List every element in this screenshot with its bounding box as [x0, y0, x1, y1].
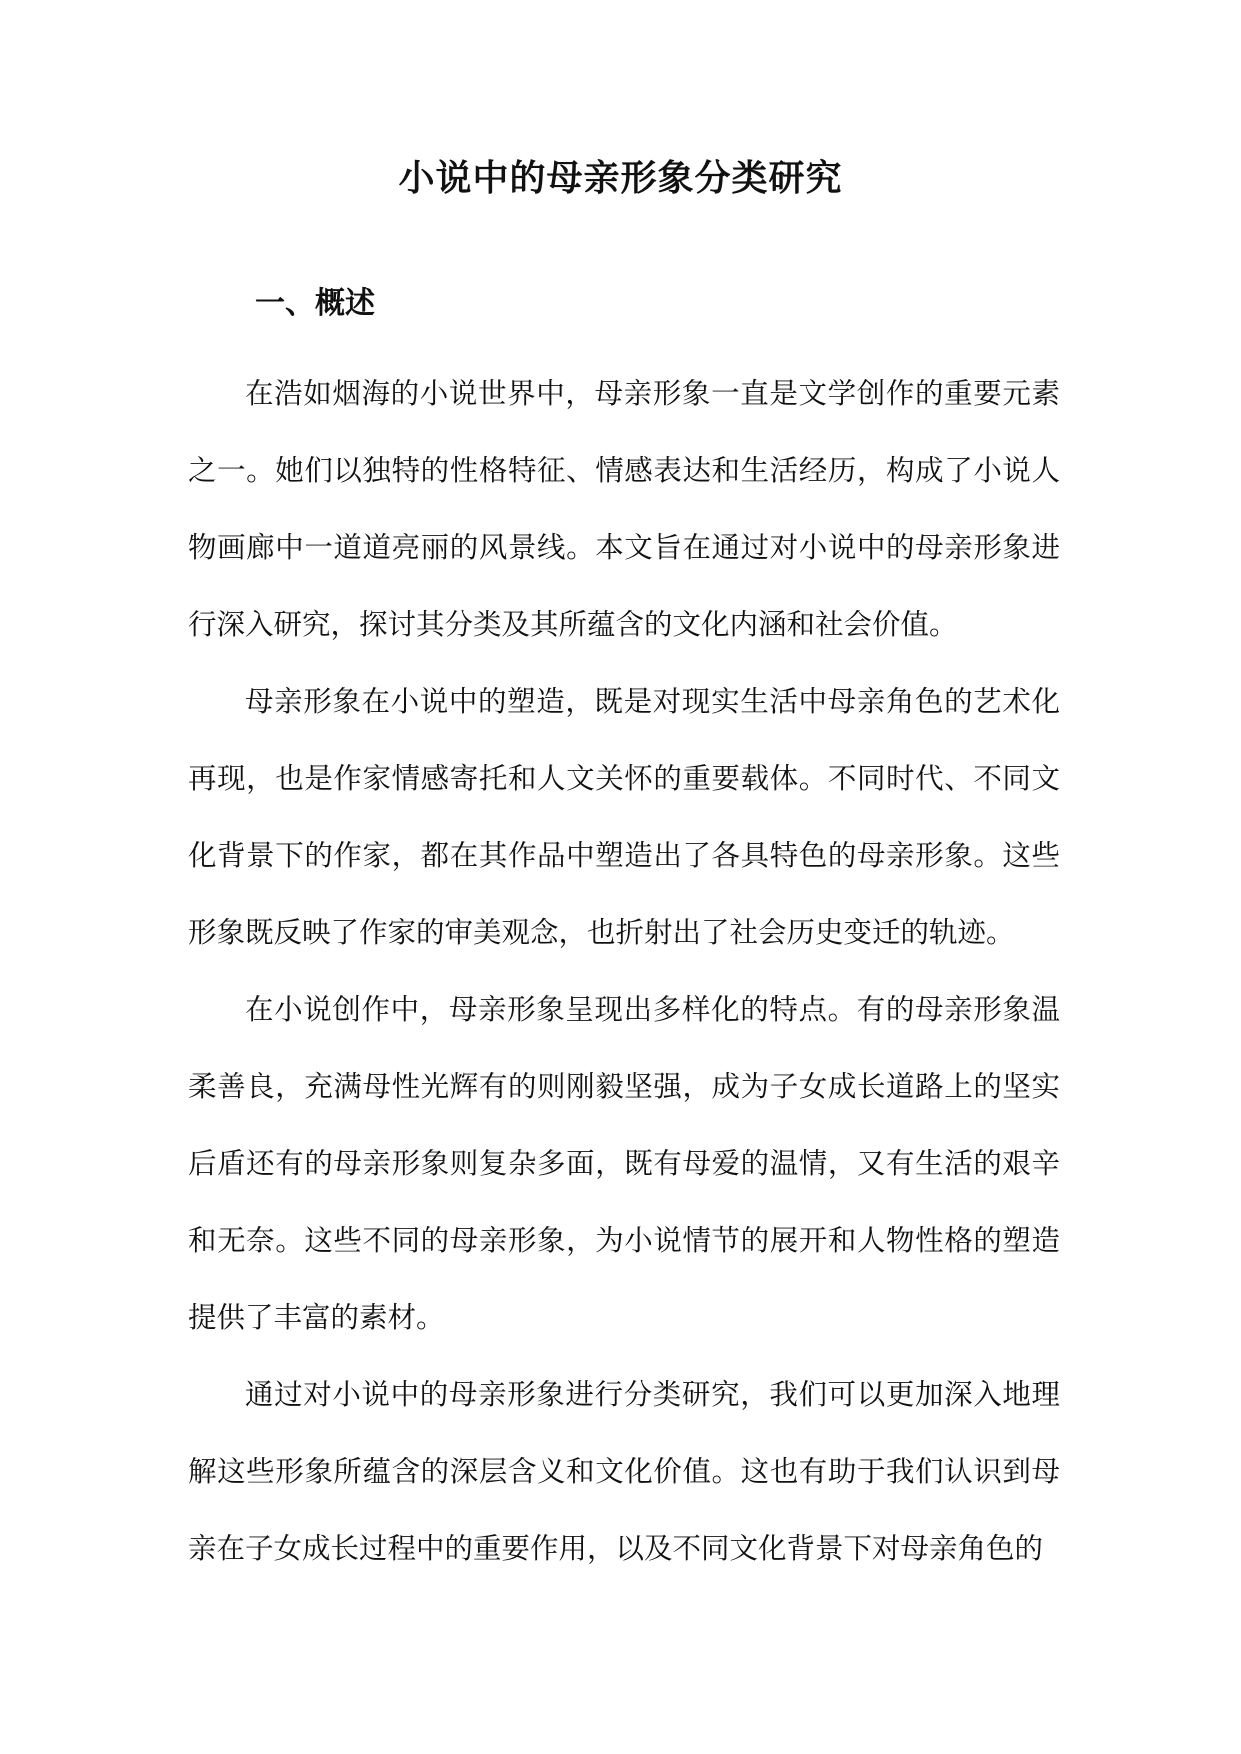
paragraph: 在浩如烟海的小说世界中，母亲形象一直是文学创作的重要元素之一。她们以独特的性格特征、情感表达和生活经历，构成了小说人物画廊中一道道亮丽的风景线。本文旨在通过对小说中的母亲形象进行深入研究，探讨其分类及其所蕴含的文化内涵和社会价值。 — [188, 377, 1060, 641]
body-text — [188, 355, 1060, 1587]
paragraph: 在小说创作中，母亲形象呈现出多样化的特点。有的母亲形象温柔善良，充满母性光辉有的则刚毅坚强，成为子女成长道路上的坚实后盾还有的母亲形象则复杂多面，既有母爱的温情，又有生活的艰辛和无奈。这些不同的母亲形象，为小说情节的展开和人物性格的塑造提供了丰富的素材。 — [188, 993, 1060, 1334]
document-title: 小说中的母亲形象分类研究 — [398, 157, 843, 199]
section-heading: 一、概述 — [255, 286, 375, 321]
paragraph: 通过对小说中的母亲形象进行分类研究，我们可以更加深入地理解这些形象所蕴含的深层含义和文化价值。这也有助于我们认识到母亲在子女成长过程中的重要作用，以及不同文化背景下对母亲角色的 — [188, 1378, 1060, 1565]
paragraph: 母亲形象在小说中的塑造，既是对现实生活中母亲角色的艺术化再现，也是作家情感寄托和人文关怀的重要载体。不同时代、不同文化背景下的作家，都在其作品中塑造出了各具特色的母亲形象。这些形象既反映了作家的审美观念，也折射出了社会历史变迁的轨迹。 — [188, 685, 1060, 949]
